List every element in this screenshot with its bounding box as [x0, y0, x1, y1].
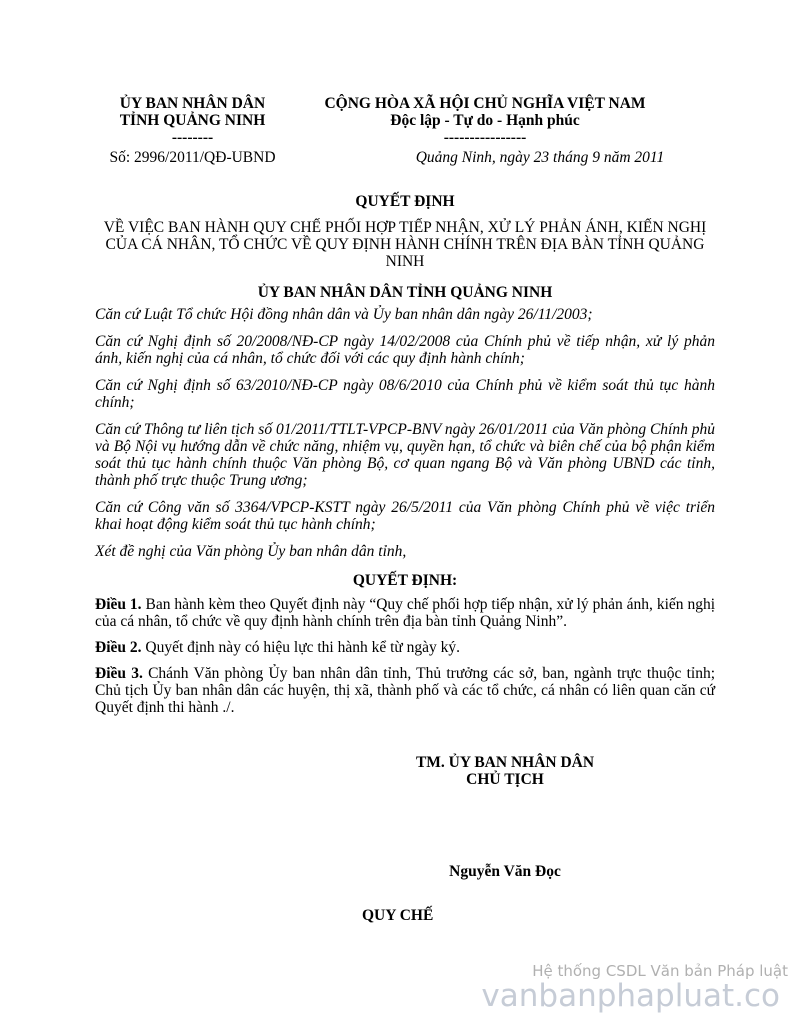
preamble-item: Căn cứ Công văn số 3364/VPCP-KSTT ngày 26/5/2011 của Văn phòng Chính phủ về việc triển khai hoạt động kiểm soát thủ tục hành chính; — [95, 499, 715, 533]
signature-position: CHỦ TỊCH — [466, 771, 544, 788]
next-section-heading: QUY CHẾ — [362, 907, 434, 924]
place-date: Quảng Ninh, ngày 23 tháng 9 năm 2011 — [415, 149, 665, 166]
decision-heading: QUYẾT ĐỊNH: — [352, 572, 458, 589]
nation-rule: ---------------- — [443, 129, 527, 146]
preamble — [95, 306, 715, 560]
nation-line-2: Độc lập - Tự do - Hạnh phúc — [390, 112, 580, 129]
nation-line-1: CỘNG HÒA XÃ HỘI CHỦ NGHĨA VIỆT NAM — [324, 95, 646, 112]
article-text: Quyết định này có hiệu lực thi hành kể từ ngày ký. — [141, 639, 461, 656]
agency-name — [95, 95, 290, 146]
article-text: Chánh Văn phòng Ủy ban nhân dân tỉnh, Thủ trưởng các sở, ban, ngành trực thuộc tỉnh; Chủ tịch Ủy ban nhân dân các huyện, thị xã, thành phố và các tổ chức, cá nhân có liên quan căn cứ Quyết định thi hành ./. — [95, 665, 715, 716]
signer-name: Nguyễn Văn Đọc — [449, 863, 561, 880]
preamble-item: Căn cứ Thông tư liên tịch số 01/2011/TTLT-VPCP-BNV ngày 26/01/2011 của Văn phòng Chính phủ và Bộ Nội vụ hướng dẫn về chức năng, nhiệm vụ, quyền hạn, tổ chức và biên chế của bộ phận kiểm soát thủ tục hành chính thuộc Văn phòng Bộ, cơ quan ngang Bộ và Văn phòng UBND các tỉnh, thành phố trực thuộc Trung ương; — [95, 421, 715, 489]
document-subject: VỀ VIỆC BAN HÀNH QUY CHẾ PHỐI HỢP TIẾP NHẬN, XỬ LÝ PHẢN ÁNH, KIẾN NGHỊ CỦA CÁ NHÂN, TỔ CHỨC VỀ QUY ĐỊNH HÀNH CHÍNH TRÊN ĐỊA BÀN TỈNH QUẢNG NINH — [103, 219, 707, 270]
watermark-line-2: vanbanphapluat.co — [481, 978, 780, 1014]
article-3 — [95, 665, 715, 716]
article-2 — [95, 639, 715, 656]
preamble-item: Căn cứ Luật Tổ chức Hội đồng nhân dân và Ủy ban nhân dân ngày 26/11/2003; — [95, 306, 593, 323]
preamble-item: Căn cứ Nghị định số 63/2010/NĐ-CP ngày 08/6/2010 của Chính phủ về kiểm soát thủ tục hành chính; — [95, 377, 715, 411]
article-label: Điều 2. — [95, 639, 142, 656]
article-label: Điều 3. — [95, 665, 143, 682]
articles — [95, 596, 715, 716]
signature-block — [380, 754, 630, 788]
watermark-line-1: Hệ thống CSDL Văn bản Pháp luật — [532, 962, 788, 980]
document-number: Số: 2996/2011/QĐ-UBND — [109, 149, 276, 166]
agency-line-2: TỈNH QUẢNG NINH — [119, 112, 266, 129]
article-label: Điều 1. — [95, 596, 142, 613]
article-text: Ban hành kèm theo Quyết định này “Quy chế phối hợp tiếp nhận, xử lý phản ánh, kiến nghị của cá nhân, tổ chức về quy định hành chính trên địa bàn tỉnh Quảng Ninh”. — [95, 596, 716, 630]
preamble-item: Căn cứ Nghị định số 20/2008/NĐ-CP ngày 14/02/2008 của Chính phủ về tiếp nhận, xử lý phản ánh, kiến nghị của cá nhân, tổ chức đối với các quy định hành chính; — [95, 333, 715, 367]
national-motto — [300, 95, 670, 146]
signature-on-behalf: TM. ỦY BAN NHÂN DÂN — [415, 754, 595, 771]
agency-line-1: ỦY BAN NHÂN DÂN — [119, 95, 266, 112]
preamble-item: Xét đề nghị của Văn phòng Ủy ban nhân dân tỉnh, — [95, 543, 407, 560]
document-title: QUYẾT ĐỊNH — [355, 193, 455, 210]
agency-rule: -------- — [171, 129, 214, 146]
article-1 — [95, 596, 715, 630]
issuing-authority: ỦY BAN NHÂN DÂN TỈNH QUẢNG NINH — [257, 284, 553, 301]
